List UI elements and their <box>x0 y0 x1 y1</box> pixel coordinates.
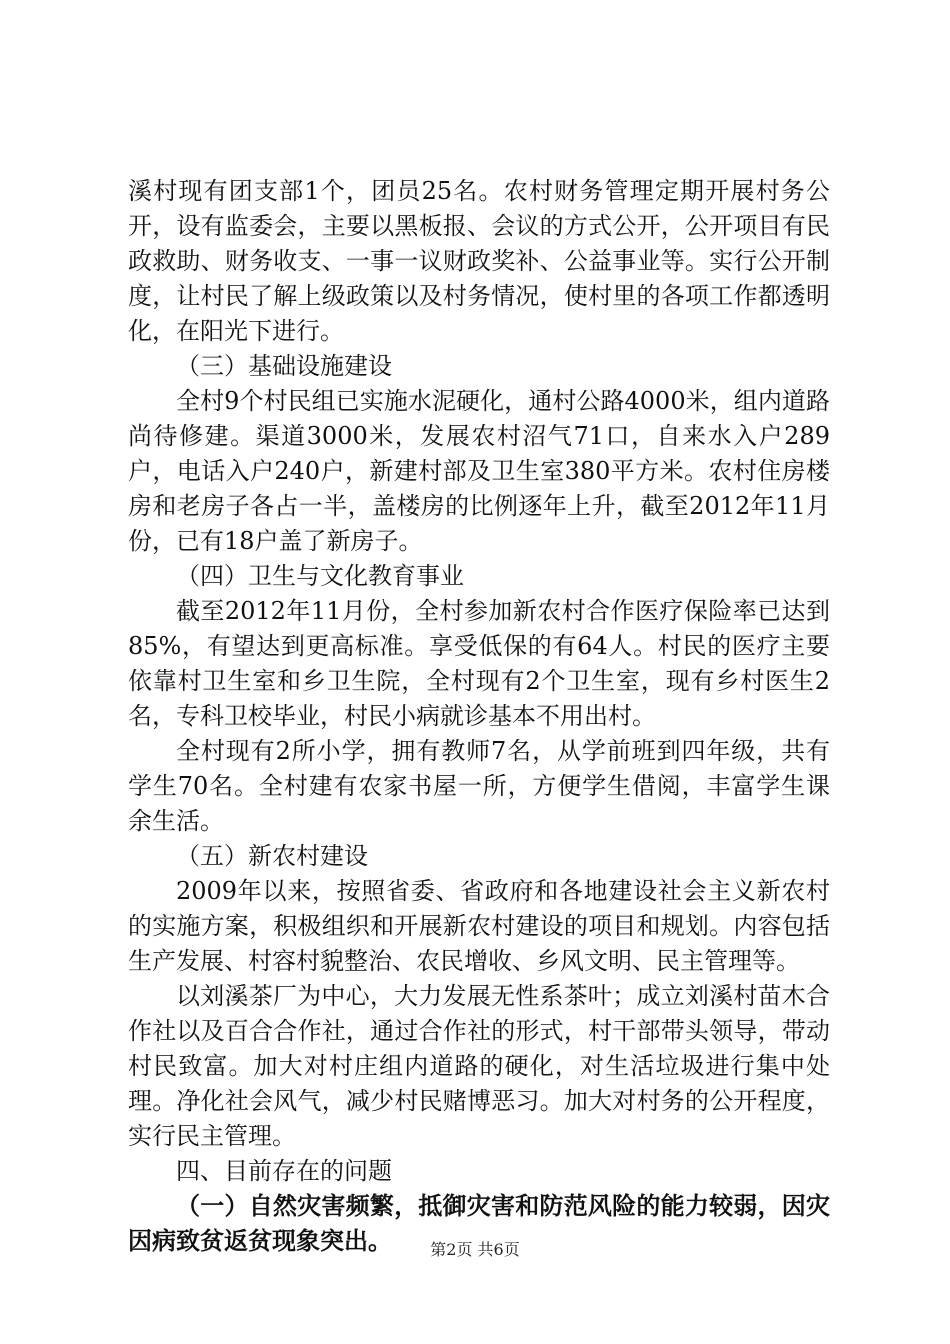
page-number-footer: 第2页 共6页 <box>430 1240 520 1259</box>
heading-current-problems: 四、目前存在的问题 <box>176 1157 392 1185</box>
heading-new-countryside: （五）新农村建设 <box>176 842 368 870</box>
paragraph-party-and-affairs: 溪村现有团支部1个，团员25名。农村财务管理定期开展村务公开，设有监委会，主要以黑板报、会议的方式公开，公开项目有民政救助、财务收支、一事一议财政奖补、公益事业等。实行公开制度，让村民了解上级政策以及村务情况，使村里的各项工作都透明化，在阳光下进行。 <box>128 177 830 345</box>
paragraph-new-countryside-actions: 以刘溪茶厂为中心，大力发展无性系茶叶；成立刘溪村苗木合作社以及百合合作社，通过合作社的形式，村干部带头领导，带动村民致富。加大对村庄组内道路的硬化，对生活垃圾进行集中处理。净化社会风气，减少村民赌博恶习。加大对村务的公开程度，实行民主管理。 <box>128 982 830 1150</box>
document-body <box>128 174 830 1259</box>
paragraph-new-countryside-plan: 2009年以来，按照省委、省政府和各地建设社会主义新农村的实施方案，积极组织和开展新农村建设的项目和规划。内容包括生产发展、村容村貌整治、农民增收、乡风文明、民主管理等。 <box>128 877 830 975</box>
heading-natural-disasters: （一）自然灾害频繁，抵御灾害和防范风险的能力较弱，因灾因病致贫返贫现象突出。 <box>128 1192 830 1255</box>
heading-infrastructure: （三）基础设施建设 <box>176 352 392 380</box>
heading-health-education: （四）卫生与文化教育事业 <box>176 562 464 590</box>
paragraph-education: 全村现有2所小学，拥有教师7名，从学前班到四年级，共有学生70名。全村建有农家书屋一所，方便学生借阅，丰富学生课余生活。 <box>128 737 830 835</box>
paragraph-infrastructure: 全村9个村民组已实施水泥硬化，通村公路4000米，组内道路尚待修建。渠道3000米，发展农村沼气71口，自来水入户289户，电话入户240户，新建村部及卫生室380平方米。农村住房楼房和老房子各占一半，盖楼房的比例逐年上升，截至2012年11月份，已有18户盖了新房子。 <box>128 387 830 555</box>
paragraph-health: 截至2012年11月份，全村参加新农村合作医疗保险率已达到85%，有望达到更高标准。享受低保的有64人。村民的医疗主要依靠村卫生室和乡卫生院，全村现有2个卫生室，现有乡村医生2名，专科卫校毕业，村民小病就诊基本不用出村。 <box>128 597 830 730</box>
